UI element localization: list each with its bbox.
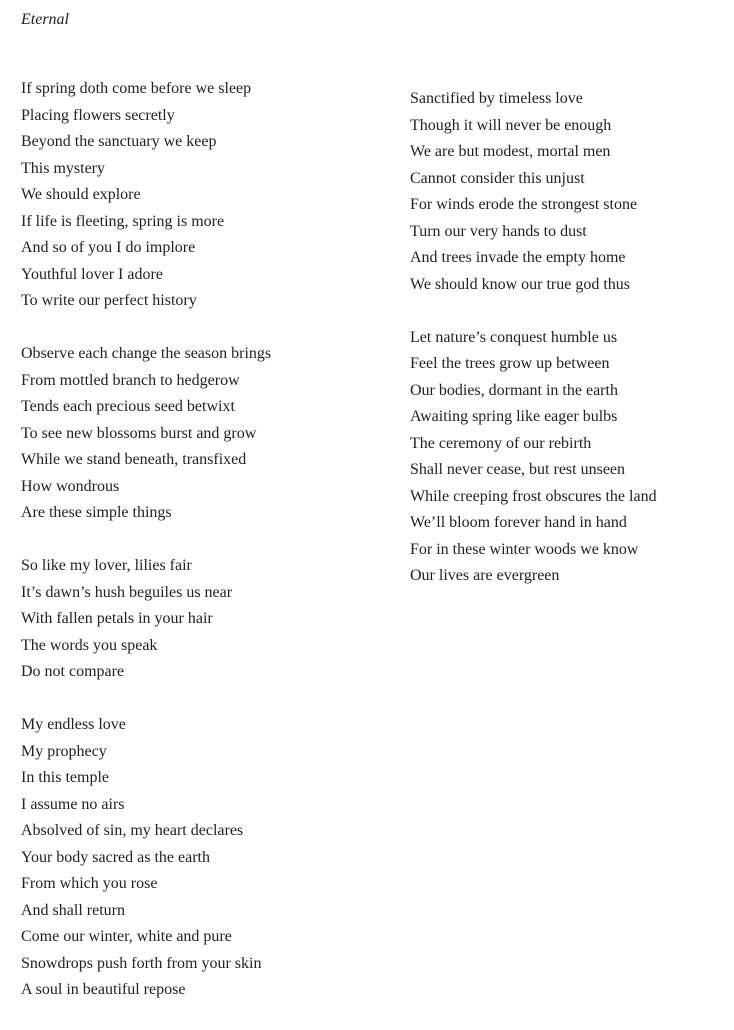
poem-title: Eternal [21,11,69,28]
poem-line: From which you rose [21,875,158,892]
poem-line: And so of you I do implore [21,239,196,256]
poem-line: If spring doth come before we sleep [21,80,252,97]
poem-line: We’ll bloom forever hand in hand [410,514,627,531]
poem-line: Observe each change the season brings [21,345,272,362]
poem-line: From mottled branch to hedgerow [21,371,240,389]
poem-line: The words you speak [21,636,158,654]
poem-line: My endless love [21,716,126,733]
poem-line: Do not compare [21,663,125,680]
poem-line: It’s dawn’s hush beguiles us near [21,583,233,601]
poem-line: Beyond the sanctuary we keep [21,133,217,150]
poem-line: To see new blossoms burst and grow [21,424,257,442]
poem-line: Our lives are evergreen [410,567,560,584]
poem-line: We should explore [21,186,141,203]
poem-line: My prophecy [21,742,107,760]
poem-line: Though it will never be enough [410,116,612,134]
stanza [21,553,361,686]
poem-line: For in these winter woods we know [410,540,639,558]
stanza [21,341,361,527]
poem-line: In this temple [21,769,109,786]
poem-line: A soul in beautiful repose [21,981,186,998]
poem-line: While creeping frost obscures the land [410,487,657,505]
poem-line: I assume no airs [21,795,125,813]
poem-line: With fallen petals in your hair [21,610,213,627]
poem-line: We should know our true god thus [410,275,631,293]
poem-line: How wondrous [21,477,120,495]
stanza [21,76,361,315]
poem-line: Youthful lover I adore [21,265,163,283]
poem-line: Absolved of sin, my heart declares [21,822,244,839]
poem-line: This mystery [21,159,105,177]
poem-line: Feel the trees grow up between [410,355,610,372]
poem-line: While we stand beneath, transfixed [21,451,247,468]
poem-line: Let nature’s conquest humble us [410,328,618,346]
poem-line: Our bodies, dormant in the earth [410,381,618,399]
poem-column-right [410,86,730,616]
poem-line: To write our perfect history [21,292,197,309]
poem-line: Sanctified by timeless love [410,90,583,107]
poem-line: Are these simple things [21,504,172,521]
stanza [21,712,361,1004]
poem-line: And trees invade the empty home [410,249,626,266]
poem-line: Placing flowers secretly [21,106,175,124]
poem-line: If life is fleeting, spring is more [21,212,225,230]
poem-column-left [21,76,361,1030]
poem-line: So like my lover, lilies fair [21,557,192,574]
poem-line: Cannot consider this unjust [410,169,585,187]
poem-line: Come our winter, white and pure [21,928,232,945]
poem-line: Awaiting spring like eager bulbs [410,408,618,425]
stanza [410,325,730,590]
poem-line: For winds erode the strongest stone [410,196,638,213]
poem-line: Tends each precious seed betwixt [21,398,235,415]
poem-line: And shall return [21,901,125,919]
poem-line: Shall never cease, but rest unseen [410,461,626,478]
poem-line: We are but modest, mortal men [410,143,611,160]
poem-line: Turn our very hands to dust [410,222,587,240]
stanza [410,86,730,298]
poem-line: The ceremony of our rebirth [410,434,592,452]
poem-line: Your body sacred as the earth [21,848,210,866]
poem-line: Snowdrops push forth from your skin [21,954,262,972]
